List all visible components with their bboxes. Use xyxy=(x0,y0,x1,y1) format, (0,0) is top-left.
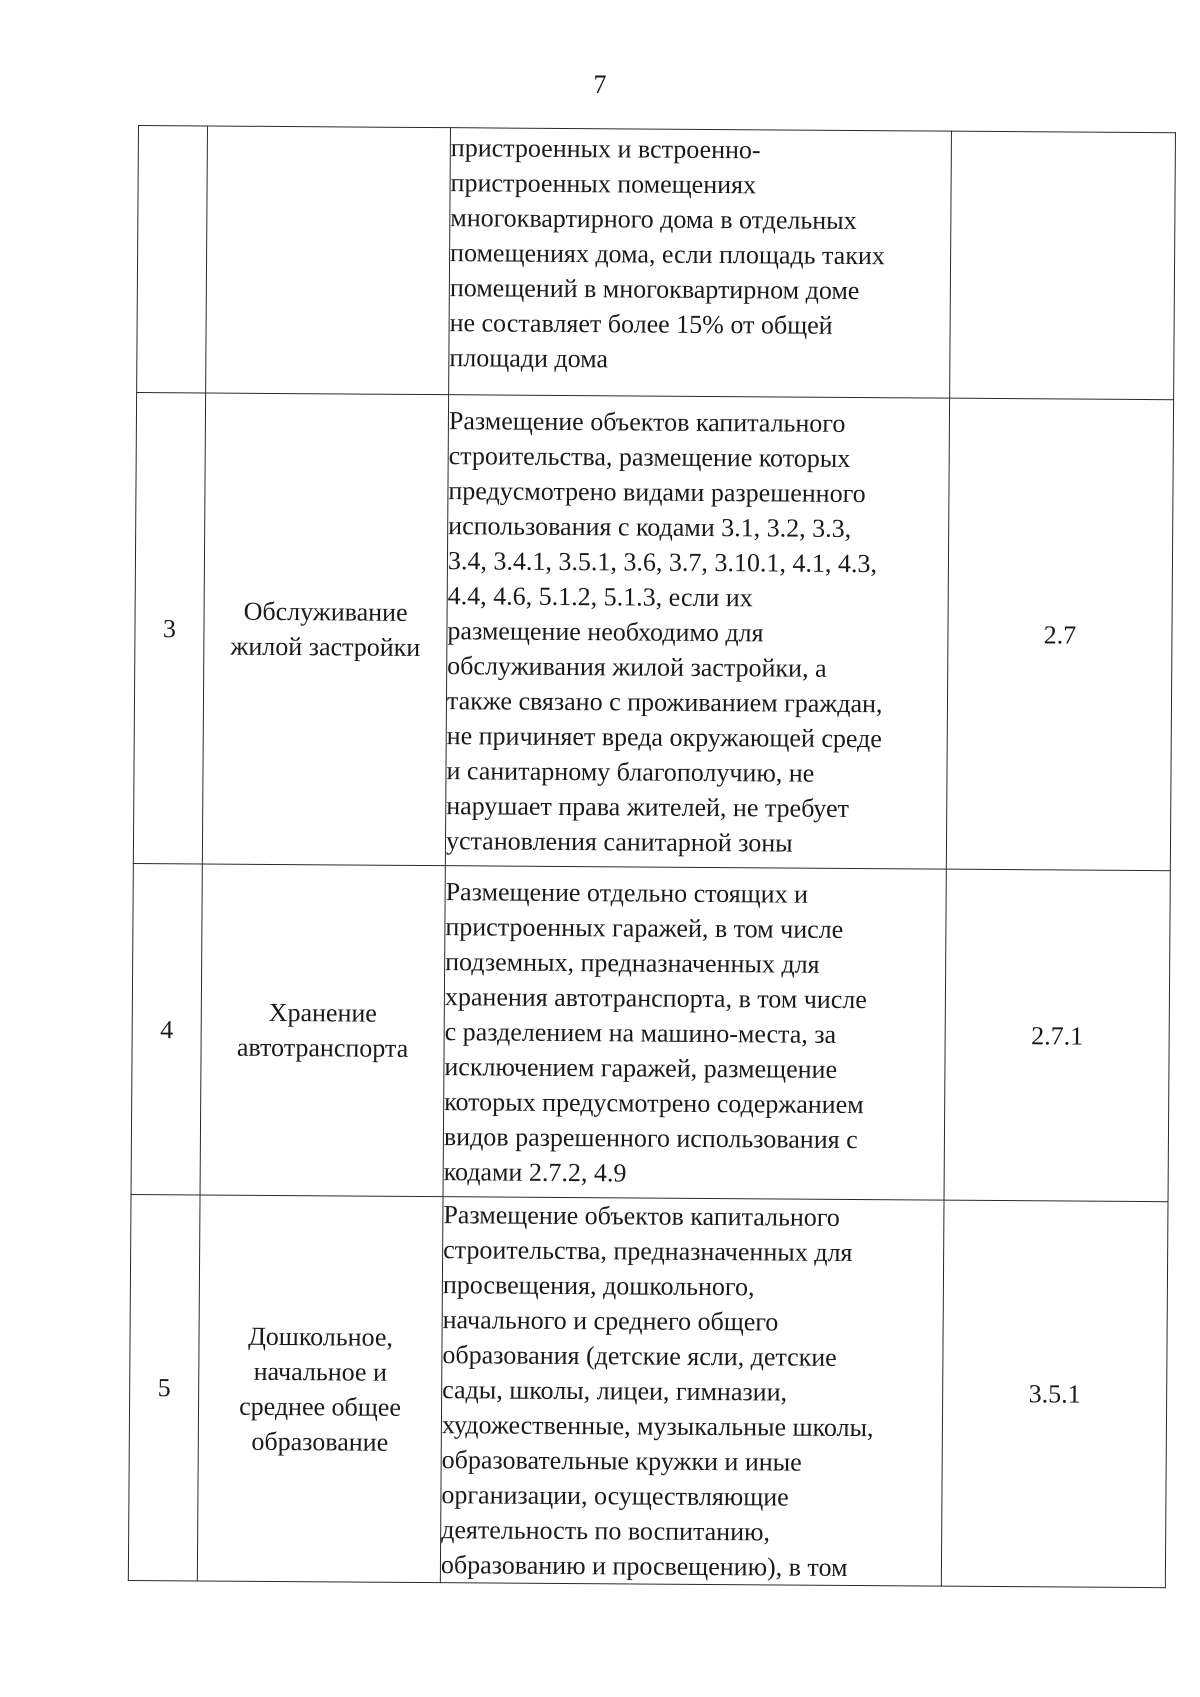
use-name: Дошкольное, начальное и среднее общее образование xyxy=(239,1321,402,1457)
table-row xyxy=(131,863,1170,1201)
use-code-cell xyxy=(944,869,1170,1202)
use-code-cell xyxy=(950,131,1176,400)
land-use-table xyxy=(128,125,1176,1588)
table-row xyxy=(128,1194,1168,1587)
use-description-cell: Размещение объектов капитального строительства, предназначенных для просвещения, дошкольного, начального и среднего общего образования (детские ясли, детские сады, школы, лицеи, гимназии, художественные, музыкальные школы, образовательные кружки и иные организации, осуществляющие деятельность по воспитанию, образованию и просвещению), в том xyxy=(440,1197,944,1586)
use-code: 2.7.1 xyxy=(1031,1020,1084,1051)
table-row xyxy=(133,392,1173,870)
row-number-cell xyxy=(137,126,208,393)
row-number-cell: 4 xyxy=(131,863,202,1194)
use-code-cell xyxy=(946,398,1173,871)
use-name: Хранение автотранспорта xyxy=(236,997,409,1063)
use-description-cell: Размещение отдельно стоящих и пристроенных гаражей, в том числе подземных, предназначенных для хранения автотранспорта, в том числе с разделением на машино-места, за исключением гаражей, размещение которых предусмотрено содержанием видов разрешенного использования с кодами 2.7.2, 4.9 xyxy=(443,866,946,1200)
use-description-cell: Размещение объектов капитального строительства, размещение которых предусмотрено видами разрешенного использования с кодами 3.1, 3.2, 3.3, 3.4, 3.4.1, 3.5.1, 3.6, 3.7, 3.10.1, 4.1, 4.3, 4.4, 4.6, 5.1.2, 5.1.3, если их размещение необходимо для обслуживания жилой застройки, а также связано с проживанием граждан, не причиняет вреда окружающей среде и санитарному благополучию, не нарушает права жителей, не требует установления санитарной зоны xyxy=(445,395,949,869)
use-description-cell: пристроенных и встроенно- пристроенных помещениях многоквартирного дома в отдельных помещениях дома, если площадь таких помещений в многоквартирном доме не составляет более 15% от общей площади дома xyxy=(449,128,952,398)
row-number-cell: 5 xyxy=(128,1194,200,1580)
use-name-cell xyxy=(197,1195,443,1583)
row-number-cell: 3 xyxy=(133,392,205,863)
use-name xyxy=(207,259,449,261)
table-row xyxy=(137,126,1176,400)
use-code-cell xyxy=(941,1200,1168,1588)
use-name-cell xyxy=(206,126,451,395)
page-number: 7 xyxy=(593,70,607,99)
use-name: Обслуживание жилой застройки xyxy=(230,596,421,662)
use-code: 3.5.1 xyxy=(1028,1379,1081,1409)
use-code: 2.7 xyxy=(1043,619,1077,650)
use-name-cell xyxy=(202,393,448,866)
use-name-cell xyxy=(200,864,445,1197)
